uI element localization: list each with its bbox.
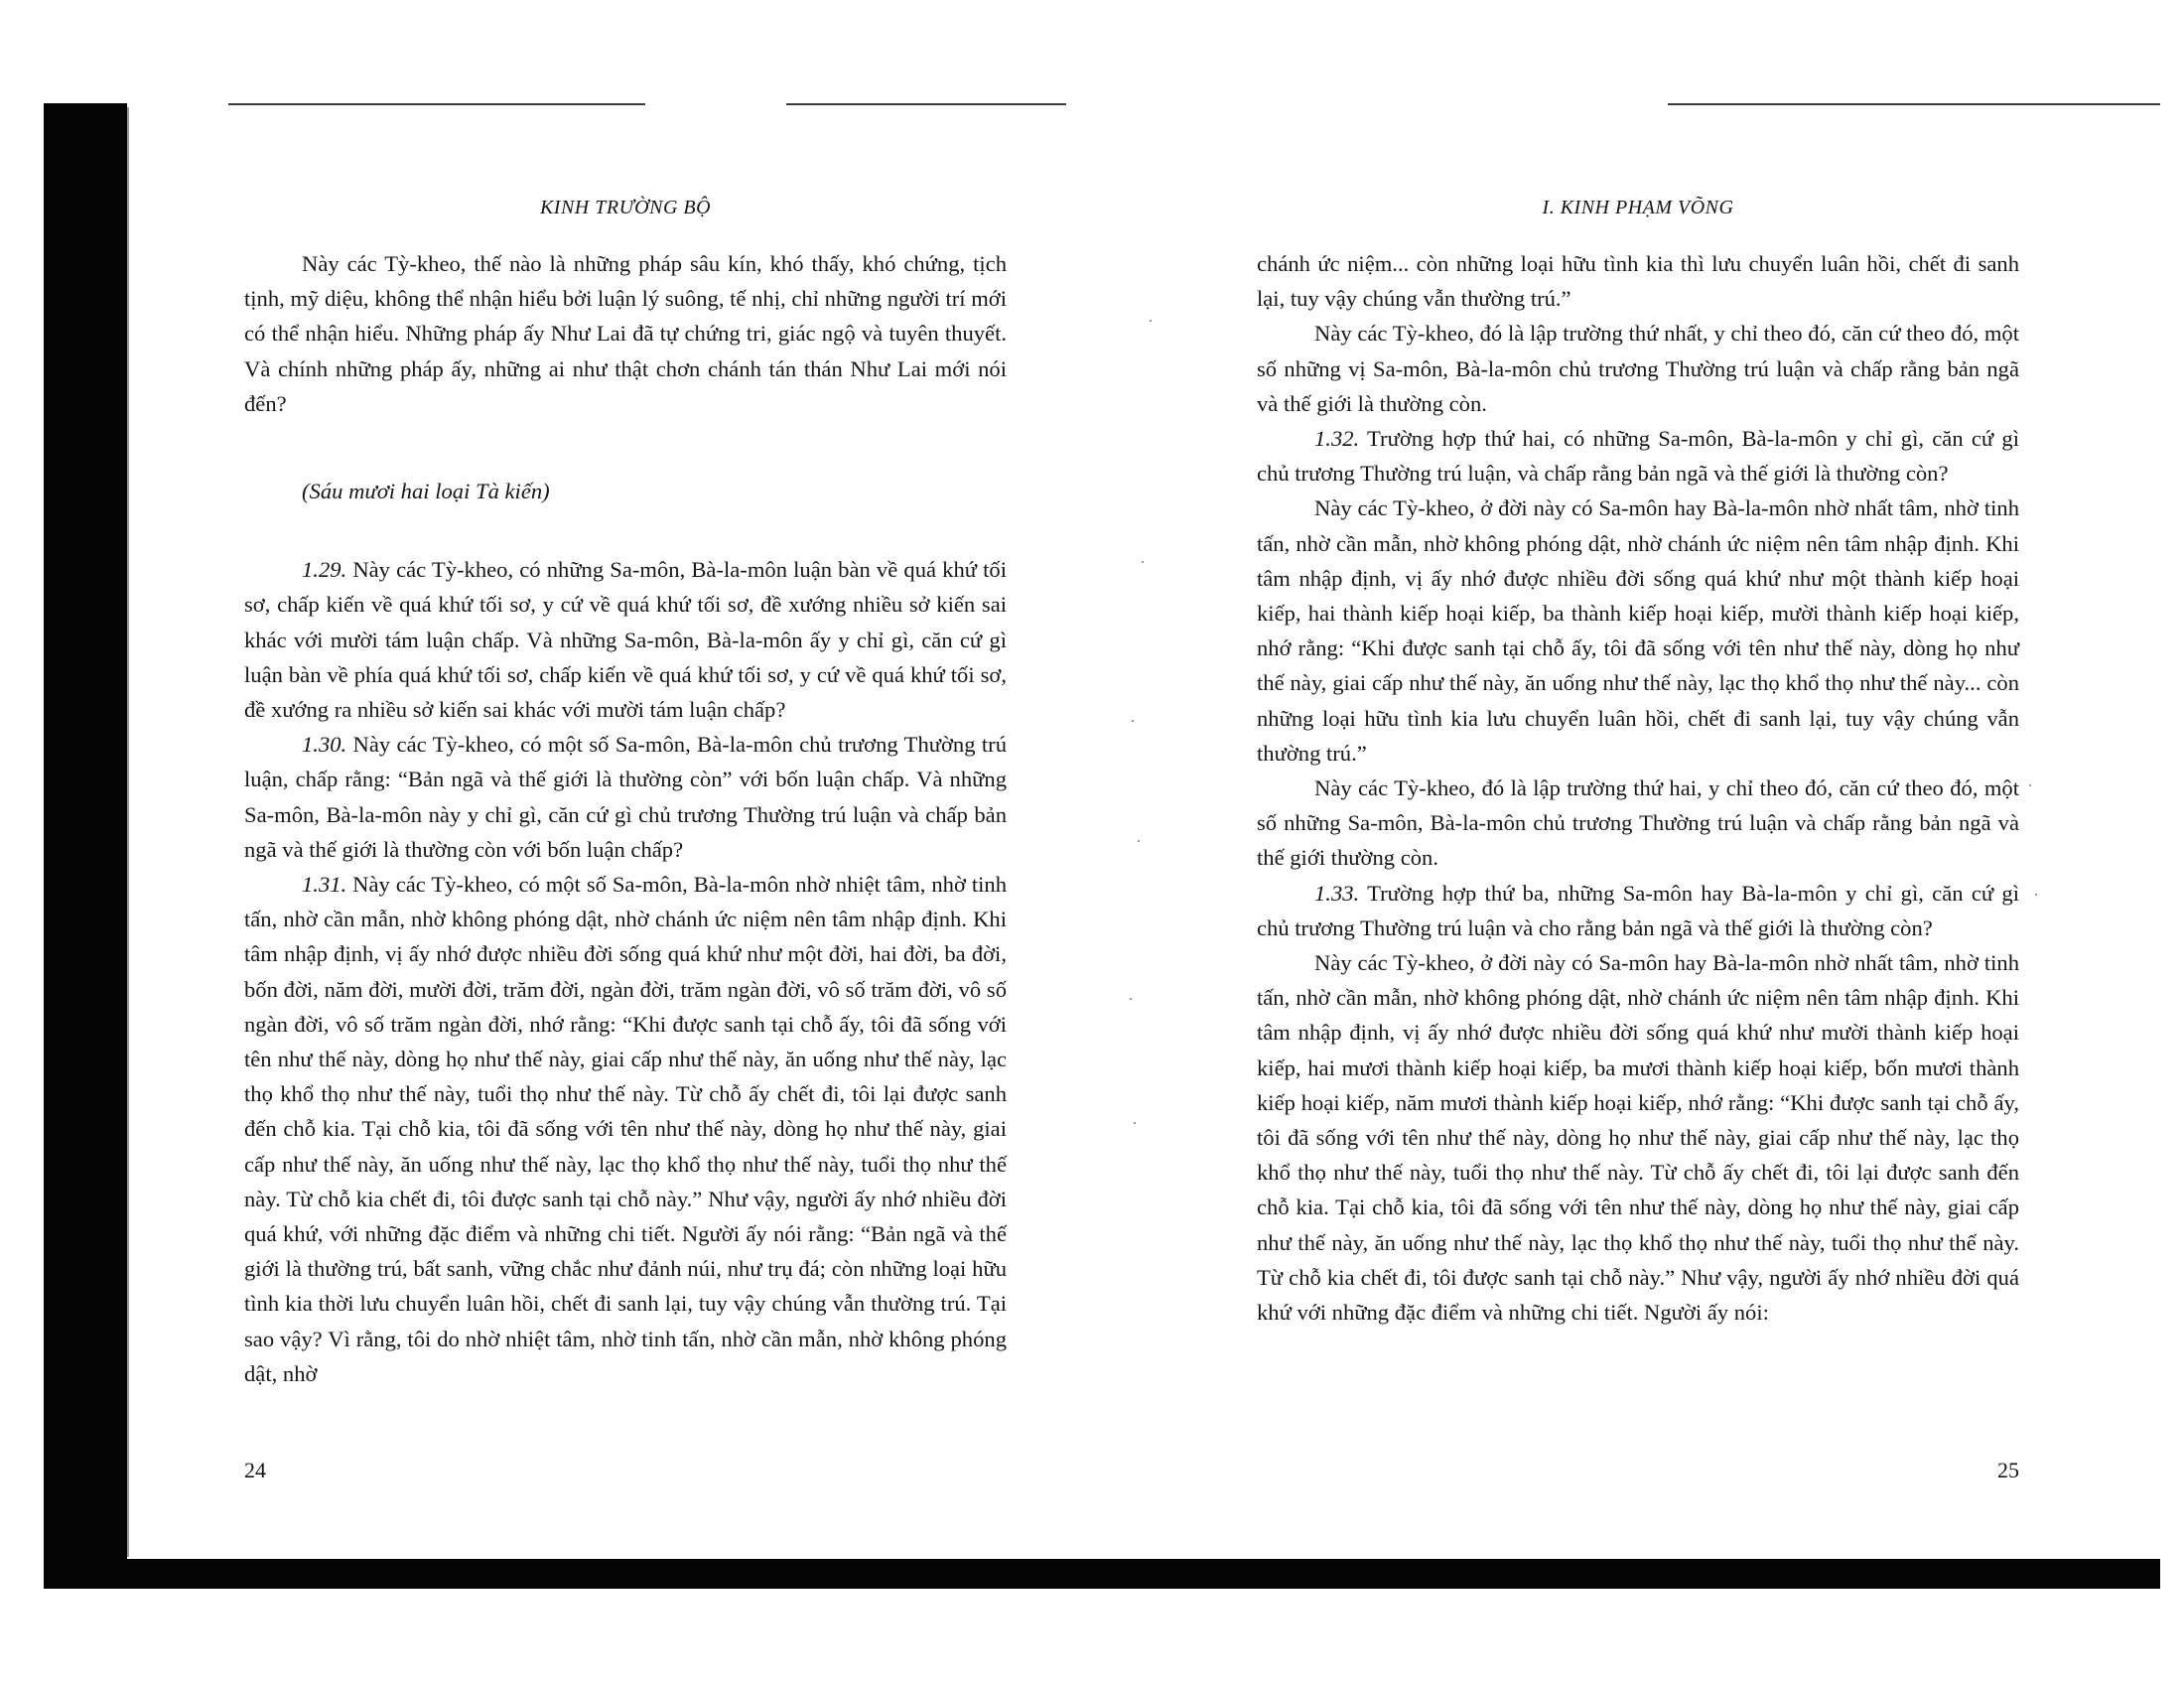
paragraph-number: 1.29. bbox=[302, 557, 347, 583]
section-title: (Sáu mươi hai loại Tà kiến) bbox=[302, 479, 550, 504]
scan-speck bbox=[2029, 784, 2031, 786]
paragraph-first-position: Này các Tỳ-kheo, đó là lập trường thứ nhất, y chỉ theo đó, căn cứ theo đó, một số những vị Sa-môn, Bà-la-môn chủ trương Thường trú luận và chấp rằng bản ngã và thế giới là thường còn. bbox=[1257, 321, 2019, 416]
scan-border-left bbox=[44, 103, 127, 1589]
paragraph-1-33 bbox=[1257, 876, 2019, 945]
paragraph-continued: chánh ức niệm... còn những loại hữu tình kia thì lưu chuyển luân hồi, chết đi sanh lại, tuy vậy chúng vẫn thường trú.” bbox=[1257, 251, 2019, 312]
paragraph-number: 1.30. bbox=[302, 732, 347, 758]
page-number-right: 25 bbox=[1997, 1458, 2019, 1482]
running-head-right: I. KINH PHẠM VÕNG bbox=[1542, 197, 1734, 218]
scan-speck bbox=[2035, 894, 2037, 896]
page-number-left: 24 bbox=[244, 1458, 266, 1482]
scan-speck bbox=[1132, 720, 1134, 722]
scan-top-line bbox=[228, 103, 645, 105]
scan-speck bbox=[1134, 1122, 1136, 1124]
paragraph-text: Này các Tỳ-kheo, có một số Sa-môn, Bà-la-môn chủ trương Thường trú luận, chấp rằng: “Bản ngã và thế giới là thường còn” với bốn luận chấp. Và những Sa-môn, Bà-la-môn này y chỉ gì, căn cứ gì chủ trương Thường trú luận và chấp bản ngã và thế giới là thường còn với bốn luận chấp? bbox=[244, 732, 1007, 862]
paragraph-1-30 bbox=[244, 727, 1007, 867]
scan-top-line bbox=[786, 103, 1066, 105]
scan-border-bottom bbox=[44, 1559, 2160, 1589]
right-body-text bbox=[1257, 246, 2019, 1330]
paragraph-1-33-detail: Này các Tỳ-kheo, ở đời này có Sa-môn hay Bà-la-môn nhờ nhất tâm, nhờ tinh tấn, nhờ cần mẫn, nhờ không phóng dật, nhờ chánh ức niệm nên tâm nhập định. Khi tâm nhập định, vị ấy nhớ được nhiều đời sống quá khứ như mười thành kiếp hoại kiếp, hai mươi thành kiếp hoại kiếp, ba mươi thành kiếp hoại kiếp, bốn mươi thành kiếp hoại kiếp, năm mươi thành kiếp hoại kiếp, nhớ rằng: “Khi được sanh tại chỗ ấy, tôi đã sống với tên như thế này, dòng họ như thế này, giai cấp như thế này, lạc thọ khổ thọ như thế này, tuổi thọ như thế này. Từ chỗ ấy chết đi, tôi lại được sanh đến chỗ kia. Tại chỗ kia, tôi đã sống với tên như thế này, dòng họ như thế này, giai cấp như thế này, ăn uống như thế này, lạc thọ khổ thọ như thế này, tuổi thọ như thế này. Từ chỗ kia chết đi, tôi được sanh tại chỗ này.” Như vậy, người ấy nhớ nhiều đời quá khứ với những đặc điểm và những chi tiết. Người ấy nói: bbox=[1257, 950, 2019, 1326]
paragraph-1-31 bbox=[244, 867, 1007, 1391]
paragraph-text: Này các Tỳ-kheo, có những Sa-môn, Bà-la-môn luận bàn về quá khứ tối sơ, chấp kiến về quá khứ tối sơ, y cứ về quá khứ tối sơ, đề xướng nhiều sở kiến sai khác với mười tám luận chấp. Và những Sa-môn, Bà-la-môn ấy y chỉ gì, căn cứ gì luận bàn về phía quá khứ tối sơ, chấp kiến về quá khứ tối sơ, y cứ về quá khứ tối sơ, đề xướng ra nhiều sở kiến sai khác với mười tám luận chấp? bbox=[244, 557, 1007, 723]
running-head-left: KINH TRƯỜNG BỘ bbox=[539, 197, 712, 218]
paragraph-number: 1.31. bbox=[302, 872, 347, 898]
scan-speck bbox=[1150, 320, 1152, 322]
paragraph-text: Trường hợp thứ hai, có những Sa-môn, Bà-la-môn y chỉ gì, căn cứ gì chủ trương Thường trú luận, và chấp rằng bản ngã và thế giới là thường còn? bbox=[1257, 426, 2019, 487]
page-edge-shadow bbox=[127, 107, 129, 1557]
left-body-text bbox=[244, 246, 1007, 1391]
scan-speck bbox=[1142, 561, 1144, 563]
scan-speck bbox=[1130, 998, 1132, 1000]
paragraph-intro: Này các Tỳ-kheo, thế nào là những pháp sâu kín, khó thấy, khó chứng, tịch tịnh, mỹ diệu, không thể nhận hiểu bởi luận lý suông, tế nhị, chỉ những người trí mới có thể nhận hiểu. Những pháp ấy Như Lai đã tự chứng tri, giác ngộ và tuyên thuyết. Và chính những pháp ấy, những ai như thật chơn chánh tán thán Như Lai mới nói đến? bbox=[244, 251, 1007, 416]
paragraph-text: Trường hợp thứ ba, những Sa-môn hay Bà-la-môn y chỉ gì, căn cứ gì chủ trương Thường trú luận và cho rằng bản ngã và thế giới là thường còn? bbox=[1257, 880, 2019, 940]
scan-speck bbox=[1138, 840, 1140, 842]
paragraph-number: 1.33. bbox=[1314, 880, 1360, 906]
scan-top-line bbox=[1668, 103, 2160, 105]
paragraph-1-29 bbox=[244, 552, 1007, 727]
paragraph-text: Này các Tỳ-kheo, có một số Sa-môn, Bà-la-môn nhờ nhiệt tâm, nhờ tinh tấn, nhờ cần mẫn, nhờ không phóng dật, nhờ chánh ức niệm nên tâm nhập định. Khi tâm nhập định, vị ấy nhớ được nhiều đời sống quá khứ như một đời, hai đời, ba đời, bốn đời, năm đời, mười đời, trăm đời, ngàn đời, trăm ngàn đời, vô số trăm đời, vô số ngàn đời, vô số trăm ngàn đời, nhớ rằng: “Khi được sanh tại chỗ ấy, tôi đã sống với tên như thế này, dòng họ như thế này, giai cấp như thế này, ăn uống như thế này, lạc thọ khổ thọ như thế này, tuổi thọ như thế này. Từ chỗ ấy chết đi, tôi lại được sanh đến chỗ kia. Tại chỗ kia, tôi đã sống với tên như thế này, dòng họ như thế này, giai cấp như thế này, ăn uống như thế này, lạc thọ khổ thọ như thế này, tuổi thọ như thế này. Từ chỗ kia chết đi, tôi được sanh tại chỗ này.” Như vậy, người ấy nhớ nhiều đời quá khứ, với những đặc điểm và những chi tiết. Người ấy nói rằng: “Bản ngã và thế giới là thường trú, bất sanh, vững chắc như đảnh núi, như trụ đá; còn những loại hữu tình kia thời lưu chuyển luân hồi, chết đi sanh lại, tuy vậy chúng vẫn thường trú. Tại sao vậy? Vì rằng, tôi do nhờ nhiệt tâm, nhờ tinh tấn, nhờ cần mẫn, nhờ không phóng dật, nhờ bbox=[244, 872, 1007, 1386]
paragraph-number: 1.32. bbox=[1314, 426, 1360, 452]
paragraph-1-32-detail: Này các Tỳ-kheo, ở đời này có Sa-môn hay Bà-la-môn nhờ nhất tâm, nhờ tinh tấn, nhờ cần mẫn, nhờ không phóng dật, nhờ chánh ức niệm nên tâm nhập định. Khi tâm nhập định, vị ấy nhớ được nhiều đời sống quá khứ như một thành kiếp hoại kiếp, hai thành kiếp hoại kiếp, ba thành kiếp hoại kiếp, mười thành kiếp hoại kiếp, nhớ rằng: “Khi được sanh tại chỗ ấy, tôi đã sống với tên như thế này, dòng họ như thế này, giai cấp như thế này, ăn uống như thế này, lạc thọ khổ thọ như thế này... còn những loại hữu tình kia lưu chuyển luân hồi, chết đi sanh lại, tuy vậy chúng vẫn thường trú.” bbox=[1257, 495, 2019, 766]
paragraph-second-position: Này các Tỳ-kheo, đó là lập trường thứ hai, y chỉ theo đó, căn cứ theo đó, một số những Sa-môn, Bà-la-môn chủ trương Thường trú luận và chấp rằng bản ngã và thế giới thường còn. bbox=[1257, 775, 2019, 871]
paragraph-1-32 bbox=[1257, 421, 2019, 491]
